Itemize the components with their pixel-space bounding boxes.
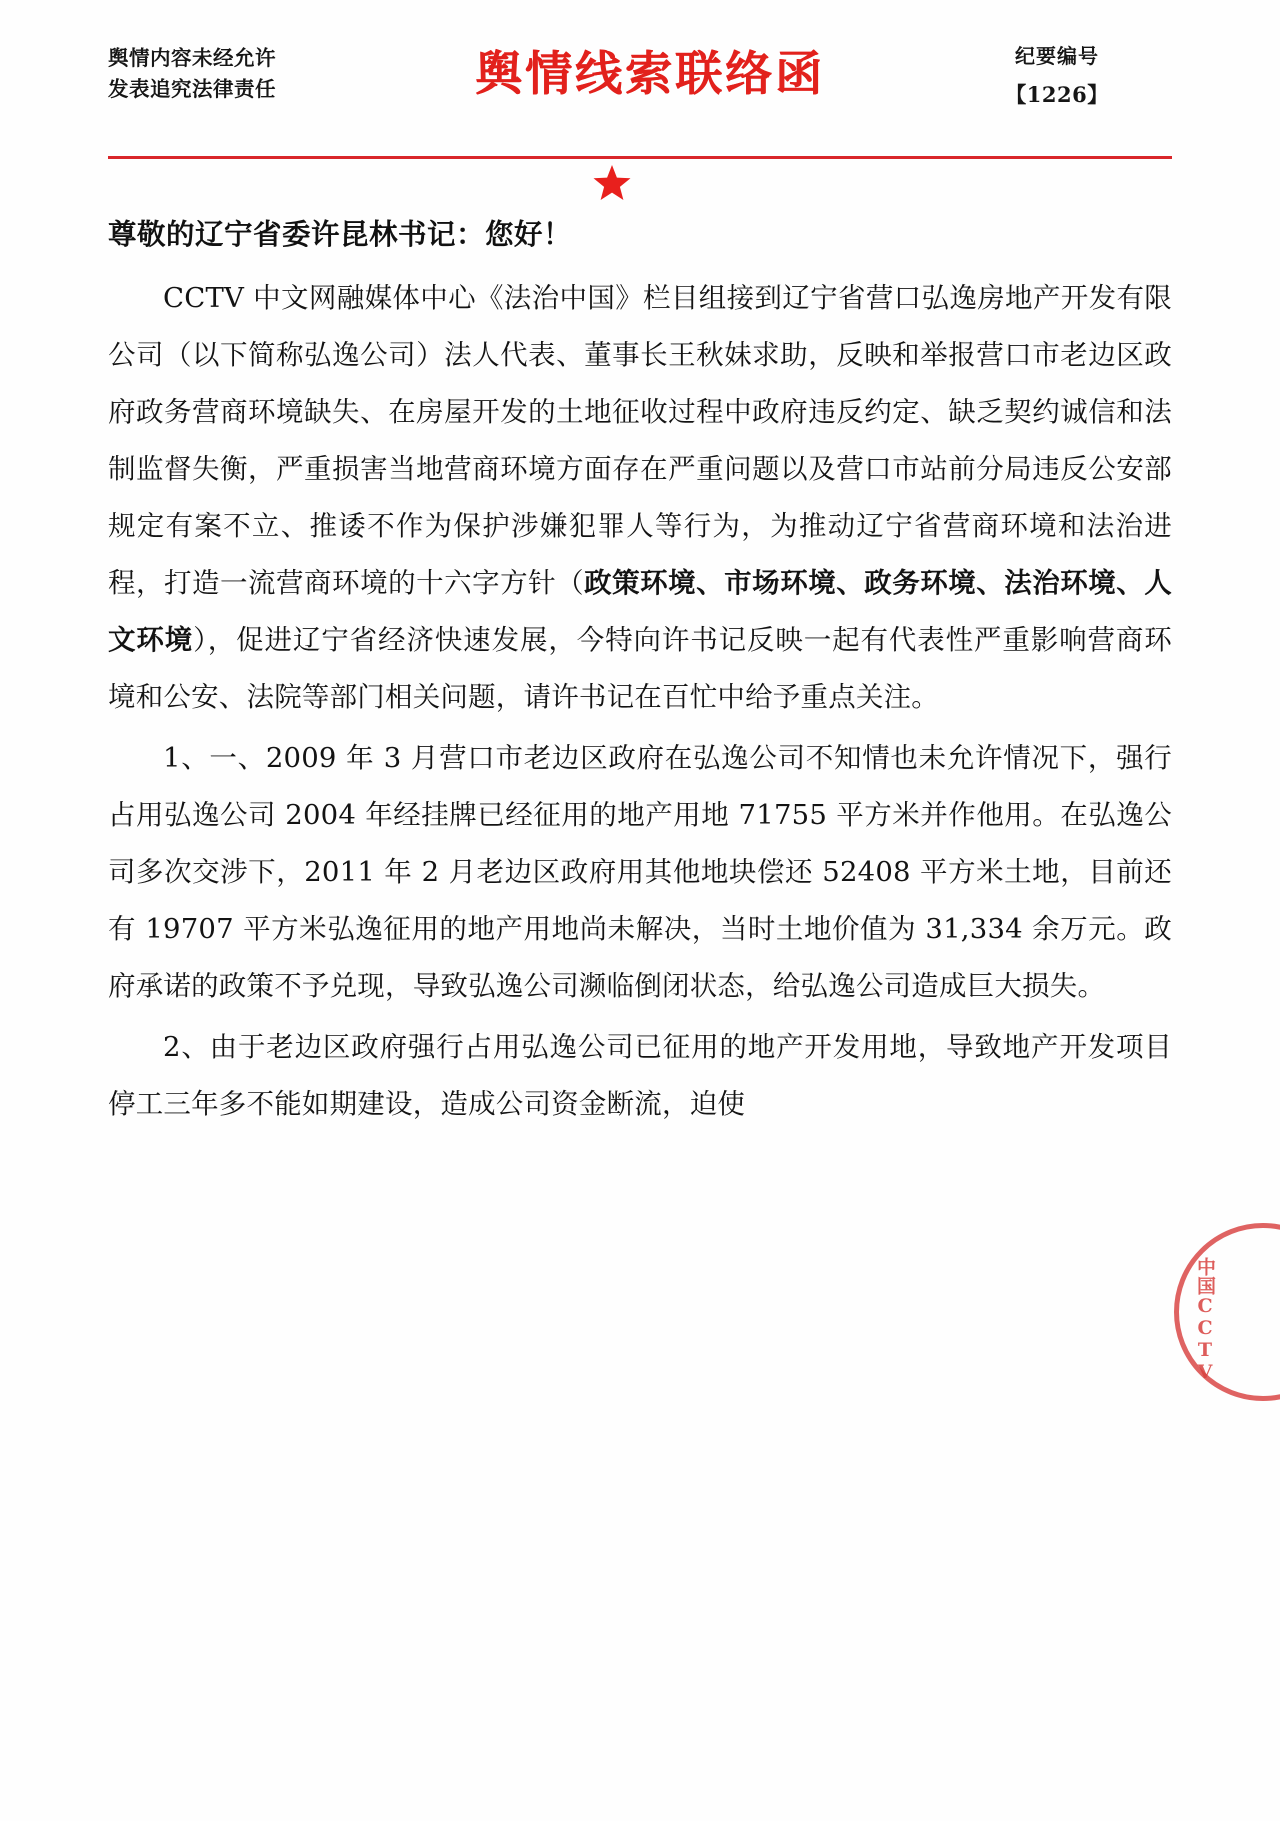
legal-notice (108, 43, 348, 105)
document-number-block (942, 40, 1172, 109)
red-star-icon (592, 163, 632, 203)
legal-notice-line-1: 舆情内容未经允许 (108, 46, 276, 71)
title-container (348, 46, 942, 102)
salutation: 尊敬的辽宁省委许昆林书记：您好！ (108, 217, 573, 251)
page-title: 舆情线索联络函 (475, 46, 825, 102)
numbered-item-1: 1、一、2009 年 3 月营口市老边区政府在弘逸公司不知情也未允许情况下，强行占用弘逸公司 2004 年经挂牌已经征用的地产用地 71755 平方米并作他用。在弘逸公司多次交涉下，2011 年 2 月老边区政府用其他地块偿还 52408 平方米土地，目前还有 19707 平方米弘逸征用的地产用地尚未解决，当时土地价值为 31,334 余万元。政府承诺的政策不予兑现，导致弘逸公司濒临倒闭状态，给弘逸公司造成巨大损失。 (108, 741, 1172, 1002)
letterhead-row (108, 28, 1172, 120)
paragraph-intro-bold-run: 政策环境、市场环境、政务环境、法治环境、人文环境 (108, 566, 1172, 656)
seal-text: 中国CCTV (1194, 1257, 1216, 1383)
star-container (0, 163, 1252, 207)
red-official-seal (1156, 1223, 1280, 1405)
document-number-label: 纪要编号 (1015, 43, 1099, 68)
letterhead (108, 0, 1172, 150)
legal-notice-line-2: 发表追究法律责任 (108, 77, 276, 101)
paragraph-intro (108, 270, 1172, 726)
letter-body (108, 213, 1216, 1383)
paragraph-intro-part-2: ），促进辽宁省经济快速发展，今特向许书记反映一起有代表性严重影响营商环境和公安、法院等部门相关问题，请许书记在百忙中给予重点关注。 (108, 623, 1172, 713)
paragraph-intro-part-1: CCTV 中文网融媒体中心《法治中国》栏目组接到辽宁省营口弘逸房地产开发有限公司（以下简称弘逸公司）法人代表、董事长王秋妹求助，反映和举报营口市老边区政府政务营商环境缺失、在房屋开发的土地征收过程中政府违反约定、缺乏契约诚信和法制监督失衡，严重损害当地营商环境方面存在严重问题以及营口市站前分局违反公安部规定有案不立、推诿不作为保护涉嫌犯罪人等行为，为推动辽宁省营商环境和法治进程，打造一流营商环境的十六字方针（ (108, 281, 1172, 599)
header-divider-rule (108, 156, 1172, 159)
numbered-item-2: 2、由于老边区政府强行占用弘逸公司已征用的地产开发用地，导致地产开发项目停工三年多不能如期建设，造成公司资金断流，迫使 (108, 1030, 1172, 1120)
seal-ring (1174, 1223, 1280, 1401)
document-number-value: 【1226】 (1005, 81, 1109, 107)
